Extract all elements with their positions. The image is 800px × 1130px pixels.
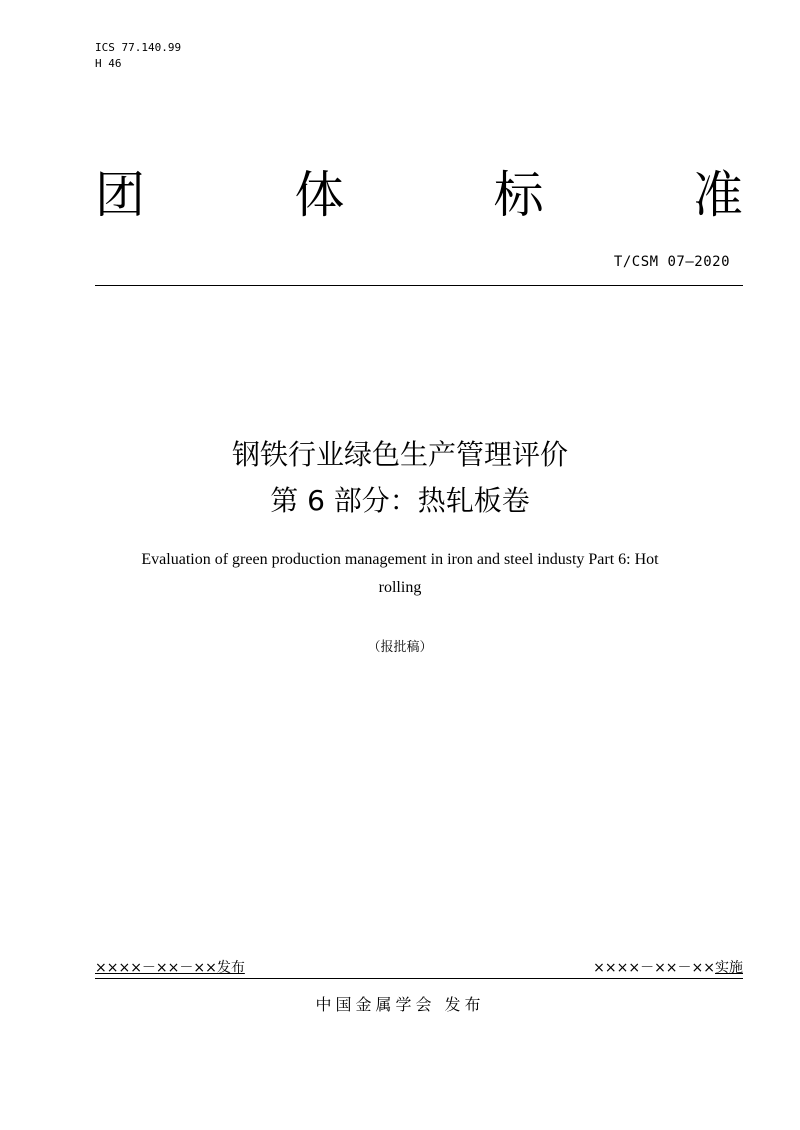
publish-date: ××××－××－××发布 bbox=[95, 960, 245, 976]
draft-status: （报批稿） bbox=[367, 640, 433, 655]
standard-type-char-3: 标 bbox=[493, 166, 544, 224]
standard-type-title bbox=[95, 160, 743, 230]
date-line bbox=[95, 957, 743, 977]
chinese-title-line-1: 钢铁行业绿色生产管理评价 bbox=[231, 438, 568, 471]
implement-date-value: ××××－××－×× bbox=[593, 960, 715, 976]
standard-code: T/CSM 07—2020 bbox=[613, 254, 730, 270]
header-divider bbox=[95, 285, 743, 286]
ics-block bbox=[95, 40, 181, 72]
standard-type-char-4: 准 bbox=[692, 166, 743, 224]
chinese-title-line-2: 第 6 部分：热轧板卷 bbox=[270, 484, 530, 517]
classification-code: H 46 bbox=[95, 57, 122, 70]
ics-code: ICS 77.140.99 bbox=[95, 41, 182, 54]
standard-type-char-1: 团 bbox=[95, 166, 145, 224]
english-title-line-2: rolling bbox=[378, 579, 422, 596]
english-title-line-1: Evaluation of green production management in iron and steel industy Part 6: Hot bbox=[141, 551, 659, 568]
footer-divider bbox=[95, 978, 743, 979]
implement-label: 实施 bbox=[715, 960, 743, 976]
publisher: 中国金属学会 发布 bbox=[315, 995, 485, 1014]
standard-type-char-2: 体 bbox=[294, 166, 345, 224]
implement-date bbox=[593, 957, 743, 977]
